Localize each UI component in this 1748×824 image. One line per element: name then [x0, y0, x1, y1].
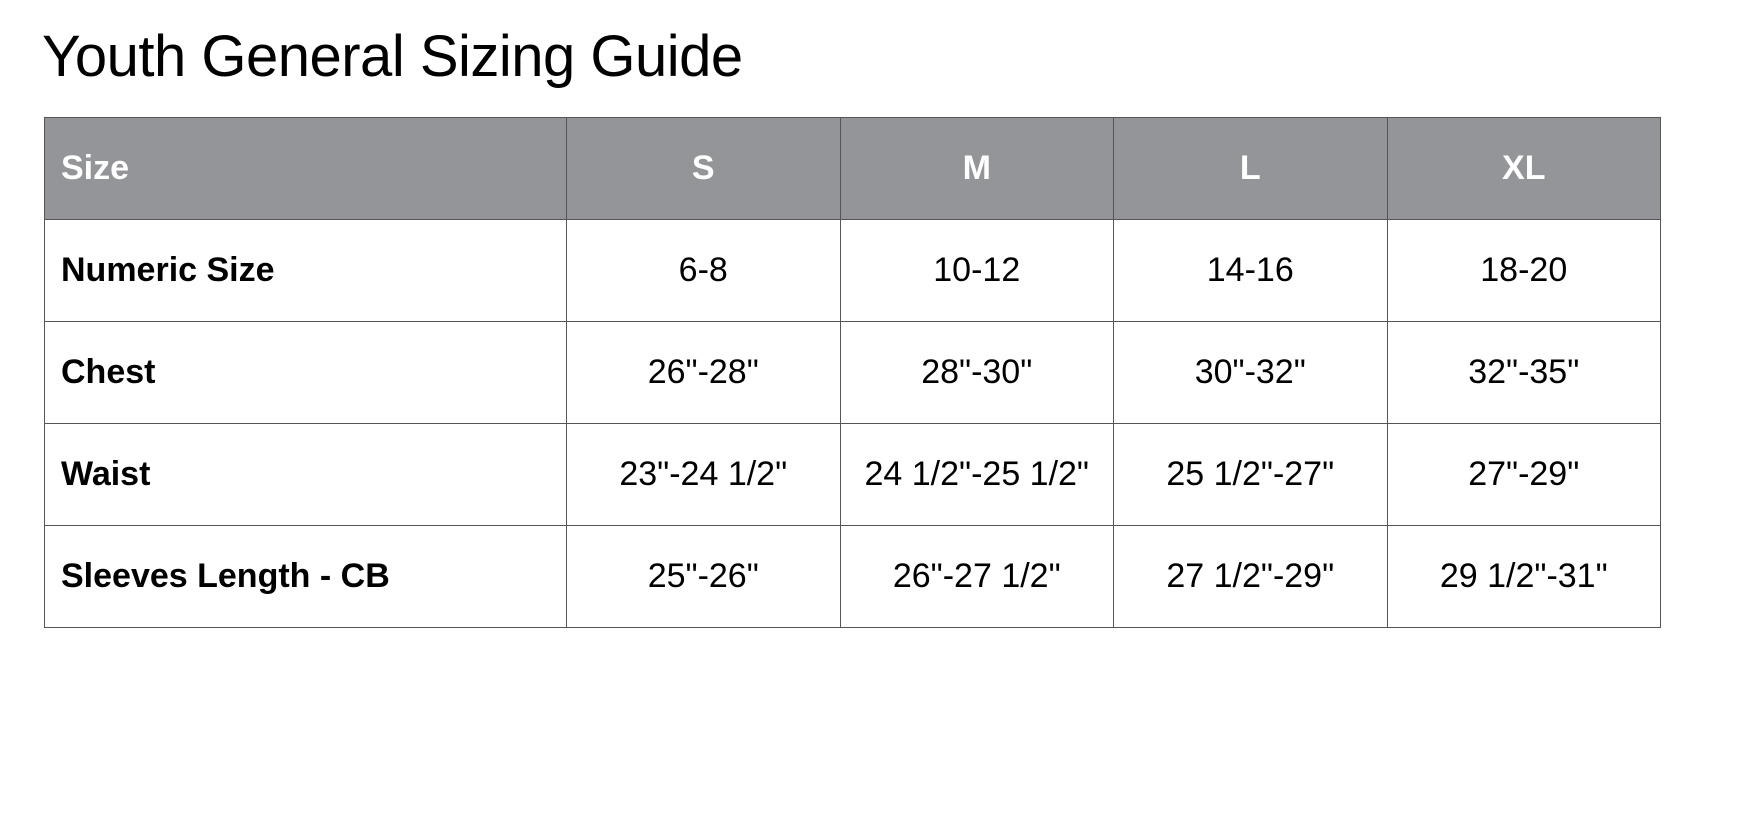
table-cell: 6-8: [567, 220, 841, 322]
page-title: Youth General Sizing Guide: [42, 24, 743, 89]
table-cell: 25 1/2"-27": [1114, 424, 1388, 526]
table-row: [45, 322, 1661, 424]
table-cell: 23"-24 1/2": [567, 424, 841, 526]
table-row: [45, 526, 1661, 628]
table-cell: 32"-35": [1387, 322, 1661, 424]
row-label: Sleeves Length - CB: [45, 526, 567, 628]
table-cell: 25"-26": [567, 526, 841, 628]
row-label: Chest: [45, 322, 567, 424]
table-row: [45, 220, 1661, 322]
table-cell: 29 1/2"-31": [1387, 526, 1661, 628]
row-label: Numeric Size: [45, 220, 567, 322]
header-cell-size-s: S: [567, 118, 841, 220]
table-cell: 30"-32": [1114, 322, 1388, 424]
row-label: Waist: [45, 424, 567, 526]
table-cell: 27"-29": [1387, 424, 1661, 526]
header-cell-size-m: M: [840, 118, 1114, 220]
table-cell: 24 1/2"-25 1/2": [840, 424, 1114, 526]
table-cell: 26"-28": [567, 322, 841, 424]
header-cell-size-xl: XL: [1387, 118, 1661, 220]
table-cell: 18-20: [1387, 220, 1661, 322]
table-row: [45, 424, 1661, 526]
table-cell: 14-16: [1114, 220, 1388, 322]
table-cell: 10-12: [840, 220, 1114, 322]
table-cell: 28"-30": [840, 322, 1114, 424]
table-cell: 26"-27 1/2": [840, 526, 1114, 628]
sizing-table: [44, 117, 1661, 628]
header-cell-size-label: Size: [45, 118, 567, 220]
table-cell: 27 1/2"-29": [1114, 526, 1388, 628]
header-cell-size-l: L: [1114, 118, 1388, 220]
header-row: [45, 118, 1661, 220]
